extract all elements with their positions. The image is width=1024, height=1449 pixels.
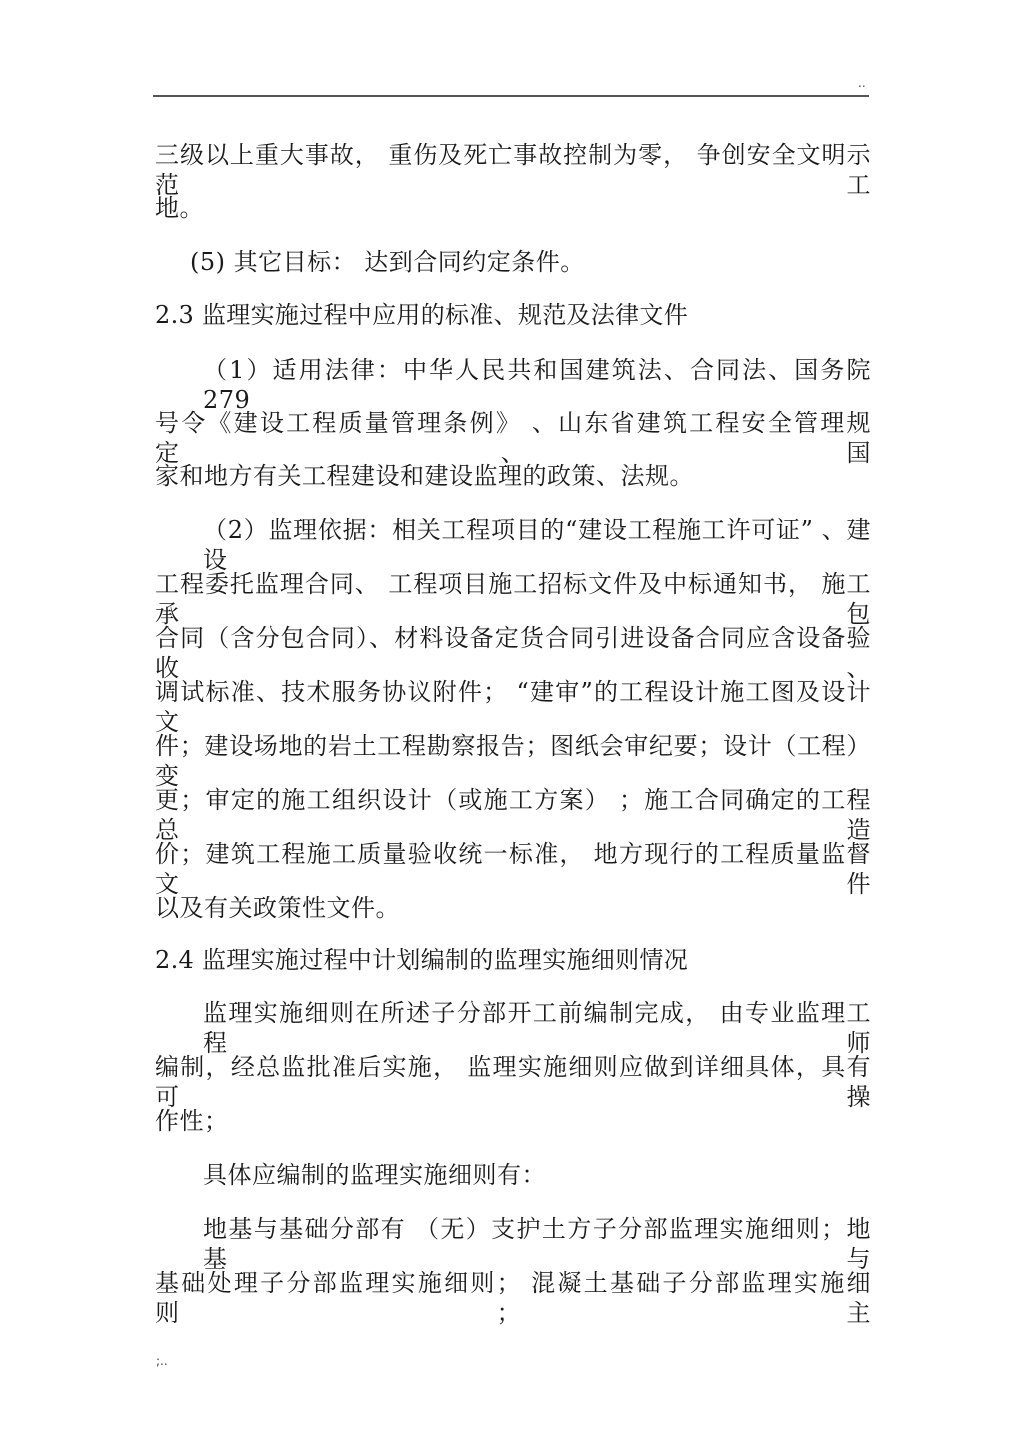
text-line: 件；建设场地的岩土工程勘察报告；图纸会审纪要；设计（工程）变 [155,732,871,790]
text-line: 基础处理子分部监理实施细则； 混凝土基础子分部监理实施细则； 主 [155,1269,871,1327]
text-line: 价；建筑工程施工质量验收统一标准， 地方现行的工程质量监督文件 [155,840,871,898]
text-line: 地基与基础分部有 （无）支护土方子分部监理实施细则；地基与 [203,1215,871,1273]
text-line: 编制，经总监批准后实施， 监理实施细则应做到详细具体，具有可操 [155,1053,871,1111]
text-line: 合同（含分包合同）、材料设备定货合同引进设备合同应含设备验收、 [155,624,871,682]
text-line: （1）适用法律：中华人民共和国建筑法、合同法、国务院 279 [203,356,871,414]
text-line: 三级以上重大事故， 重伤及死亡事故控制为零， 争创安全文明示范工 [155,141,871,199]
text-line: 作性； [155,1107,229,1135]
text-line: 家和地方有关工程建设和建设监理的政策、法规。 [155,462,694,490]
text-line: 更；审定的施工组织设计（或施工方案） ；施工合同确定的工程总造 [155,786,871,844]
header-rule [153,95,869,97]
text-line: 地。 [155,194,204,222]
header-mark: .. [858,76,866,90]
section-heading: 2.4 监理实施过程中计划编制的监理实施细则情况 [155,946,688,974]
text-line: 工程委托监理合同、 工程项目施工招标文件及中标通知书， 施工承包 [155,570,871,628]
text-line: 具体应编制的监理实施细则有： [203,1161,546,1189]
text-line: 监理实施细则在所述子分部开工前编制完成， 由专业监理工程师 [203,999,871,1057]
text-line: 号令《建设工程质量管理条例》 、山东省建筑工程安全管理规定、国 [155,409,871,467]
footer-mark: ;.. [156,1354,168,1368]
text-line: 调试标准、技术服务协议附件； “建审”的工程设计施工图及设计文 [155,678,871,736]
text-line: 以及有关政策性文件。 [155,894,400,922]
text-line: （2）监理依据：相关工程项目的“建设工程施工许可证” 、建设 [203,516,871,574]
section-heading: 2.3 监理实施过程中应用的标准、规范及法律文件 [155,301,688,329]
text-line: (5) 其它目标： 达到合同约定条件。 [190,248,585,276]
